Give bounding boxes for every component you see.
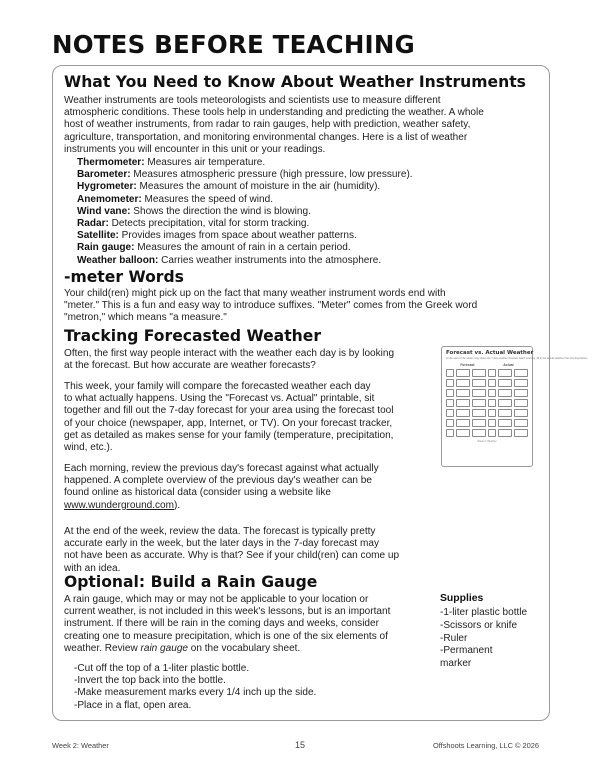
forecast-printable-thumbnail (441, 346, 588, 467)
tracking-para-2: This week, your family will compare the forecasted weather each day to what actually happens. Using the "Forecast vs. Actual" printable, sit together and fill out the 7-day forecast for your area using the forecast tool of your choice (newspaper, app, Internet, or TV). On your forecast tracker, get as detailed as makes sense for your family (temperature, precipitation, wind, etc.). (64, 381, 394, 454)
printable-cell (472, 379, 486, 387)
printable-cell (488, 379, 496, 387)
tracking-para-4: At the end of the week, review the data. The forecast is typically pretty accurate early in the week, but the later days in the 7-day forecast may not have been as accurate. Why is that? See if your child(ren) can come up with an idea. (64, 526, 400, 574)
list-item: Anemometer: Measures the speed of wind. (77, 193, 274, 205)
list-item: Wind vane: Shows the direction the wind is blowing. (77, 205, 311, 217)
supply-item: -Scissors or knife (440, 619, 518, 631)
printable-row (446, 409, 528, 417)
list-item: Barometer: Measures atmospheric pressure (high pressure, low pressure). (77, 169, 413, 181)
printable-cell (472, 419, 486, 427)
printable-cell (472, 369, 486, 377)
printable-columns: Forecast Actual (460, 363, 514, 367)
printable-cell (456, 419, 470, 427)
printable-cell (446, 399, 454, 407)
printable-cell (456, 429, 470, 437)
printable-cell (498, 379, 512, 387)
printable-cell (472, 389, 486, 397)
printable-cell (498, 409, 512, 417)
printable-cell (514, 419, 528, 427)
printable-cell (446, 379, 454, 387)
list-item: Weather balloon: Carries weather instruments into the atmosphere. (77, 254, 382, 266)
printable-cell (456, 399, 470, 407)
printable-cell (498, 369, 512, 377)
footer-right: Offshoots Learning, LLC © 2026 (433, 741, 539, 750)
printable-row (446, 389, 528, 397)
section-heading-tracking: Tracking Forecasted Weather (64, 327, 322, 345)
printable-row (446, 399, 528, 407)
printable-cell (472, 399, 486, 407)
printable-cell (456, 389, 470, 397)
printable-cell (488, 429, 496, 437)
printable-cell (488, 389, 496, 397)
printable-cell (514, 369, 528, 377)
printable-cell (514, 379, 528, 387)
page-title: NOTES BEFORE TEACHING (52, 30, 415, 59)
printable-cell (488, 369, 496, 377)
printable-row (446, 369, 528, 377)
printable-cell (514, 399, 528, 407)
printable-cell (514, 409, 528, 417)
printable-cell (446, 389, 454, 397)
list-item: Thermometer: Measures air temperature. (77, 157, 266, 168)
list-item: Hygrometer: Measures the amount of moisture in the air (humidity). (77, 181, 381, 193)
printable-cell (446, 369, 454, 377)
printable-cell (472, 429, 486, 437)
page-number: 15 (295, 740, 306, 750)
supplies-title: Supplies (440, 593, 484, 604)
printable-cell (456, 369, 470, 377)
printable-title: Forecast vs. Actual Weather (446, 350, 534, 356)
printable-cell (498, 429, 512, 437)
printable-cell (446, 419, 454, 427)
meter-words-text: Your child(ren) might pick up on the fact that many weather instrument words end with "meter." This is a fun and easy way to introduce suffixes. "Meter" comes from the Greek word "metron," which means "a measure." (64, 288, 478, 324)
supply-item: -1-liter plastic bottle (440, 607, 528, 618)
printable-cell (456, 409, 470, 417)
printable-footer: Week 2: Weather (477, 440, 497, 443)
printable-cell (472, 409, 486, 417)
printable-cell (446, 429, 454, 437)
printable-row (446, 429, 528, 437)
printable-cell (488, 399, 496, 407)
supplies-list (440, 607, 527, 671)
footer-left: Week 2: Weather (52, 741, 109, 750)
printable-cell (456, 379, 470, 387)
printable-cell (446, 409, 454, 417)
section-heading-rain-gauge: Optional: Build a Rain Gauge (64, 573, 318, 591)
instruments-intro: Weather instruments are tools meteorologists and scientists use to measure different atmospheric conditions. These tools help in understanding and predicting the weather. A whole host of weather instruments, from radar to rain gauges, help with prediction, weather safety, agriculture, transportation, and monitoring environmental changes. Here is a list of weather instruments you will encounter in this unit or your readings. (64, 95, 484, 155)
printable-cell (488, 409, 496, 417)
printable-cell (498, 399, 512, 407)
rain-gauge-text: A rain gauge, which may or may not be applicable to your location or current weather, is not included in this week's lessons, but is an important instrument. If there will be rain in the coming days and weeks, consider creating one to measure precipitation, which is one of the six elements of weather. Review rain gauge on the vocabulary sheet. (64, 594, 391, 654)
wunderground-link[interactable]: www.wunderground.com (64, 499, 175, 511)
list-item: Rain gauge: Measures the amount of rain in a certain period. (77, 242, 351, 254)
printable-cell (514, 389, 528, 397)
printable-subtitle: At the start of the week, copy down the 7-day weather forecast. Each morning, fill in the actual weather from the day before. (446, 357, 588, 360)
step-item: -Make measurement marks every 1/4 inch up the side. (74, 687, 317, 699)
list-item: Satellite: Provides images from space about weather patterns. (77, 230, 357, 242)
printable-cell (514, 429, 528, 437)
step-item: -Cut off the top of a 1-liter plastic bottle. (74, 663, 250, 674)
step-item: -Invert the top back into the bottle. (74, 675, 226, 687)
tracking-para-3: Each morning, review the previous day's forecast against what actually happened. A complete overview of the previous day's weather can be found online as historical data (consider using a website like www.wunderground.com). (64, 463, 379, 511)
printable-rows (446, 369, 528, 437)
list-item: Radar: Detects precipitation, vital for storm tracking. (77, 218, 310, 230)
section-heading-meter-words: -meter Words (64, 268, 184, 286)
rain-gauge-steps (74, 663, 316, 712)
printable-cell (498, 389, 512, 397)
instrument-list (77, 157, 413, 267)
step-item: -Place in a flat, open area. (74, 699, 192, 711)
supply-item: -Ruler (440, 632, 468, 644)
section-heading-instruments: What You Need to Know About Weather Instruments (64, 73, 526, 91)
printable-row (446, 379, 528, 387)
printable-cell (488, 419, 496, 427)
supply-item: -Permanent (440, 645, 493, 657)
supply-item: marker (440, 658, 472, 670)
printable-row (446, 419, 528, 427)
tracking-para-1: Often, the first way people interact with the weather each day is by looking at the forecast. But how accurate are weather forecasts? (64, 348, 395, 372)
printable-cell (498, 419, 512, 427)
